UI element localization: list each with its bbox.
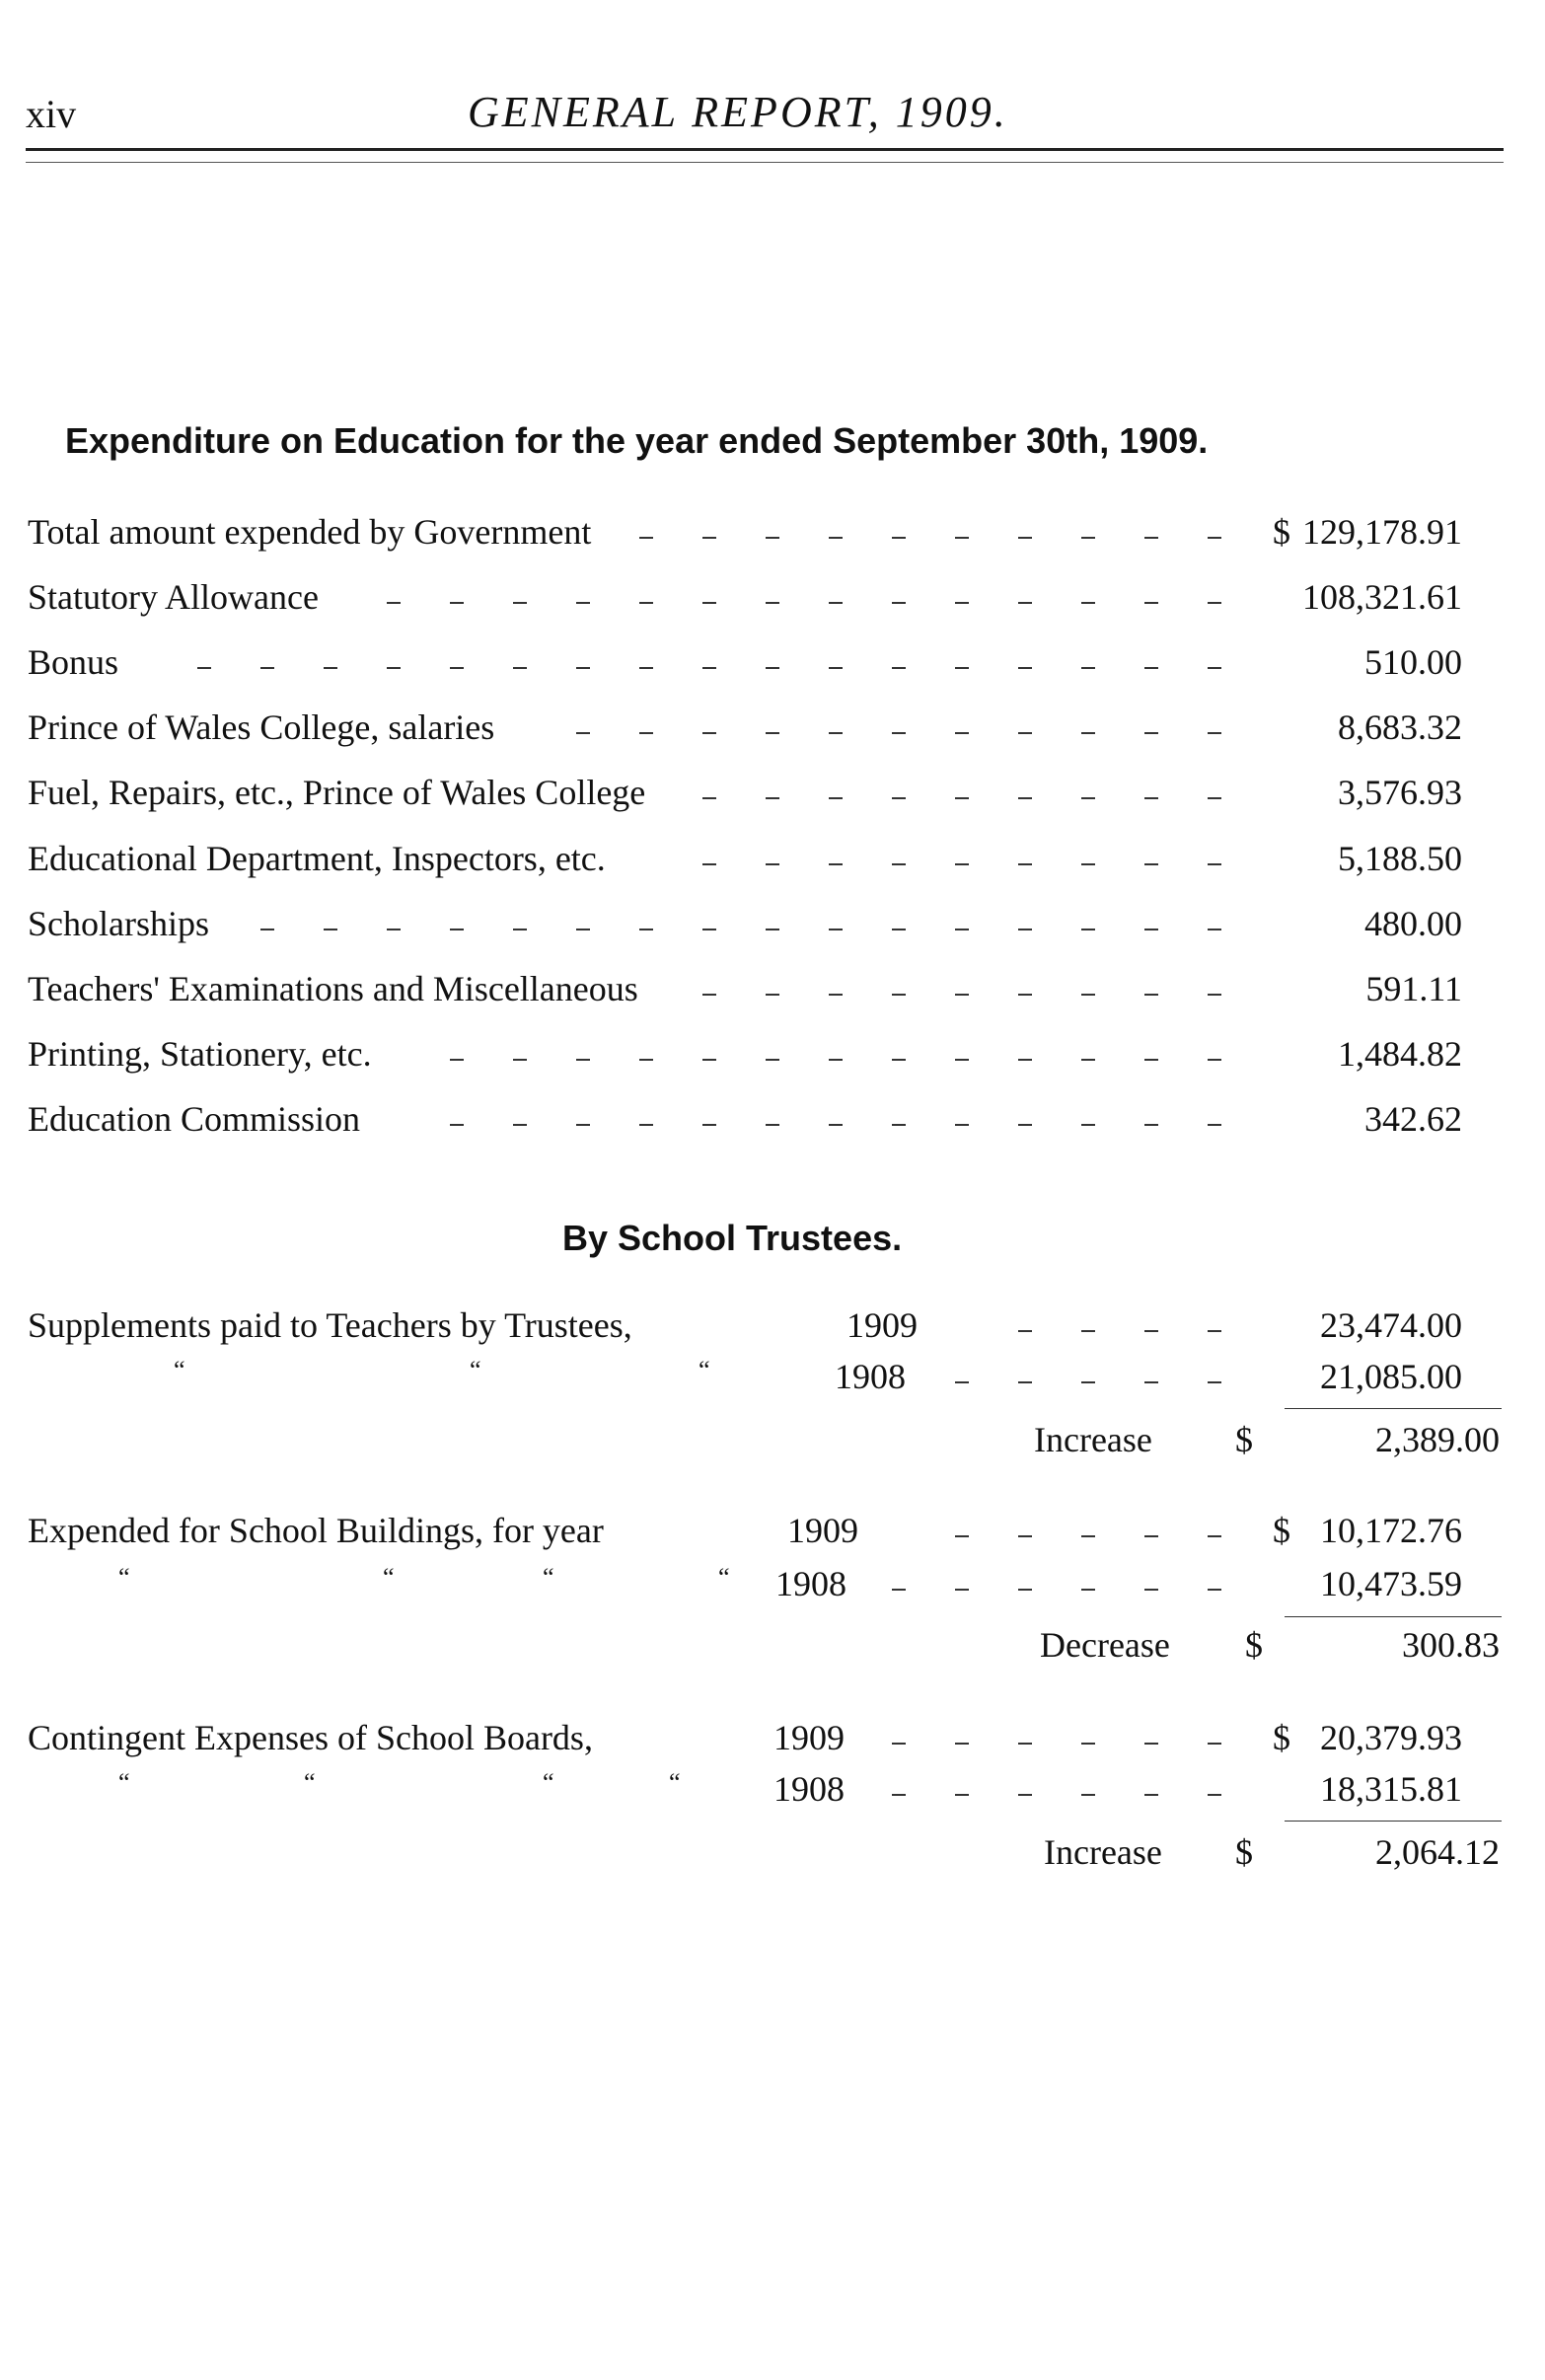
leader-dash	[1018, 537, 1032, 539]
dollar-sign: $	[1235, 1420, 1253, 1459]
leader-dash	[1018, 1330, 1032, 1332]
leader-dash	[1018, 1794, 1032, 1796]
leader-dash	[955, 1535, 969, 1537]
leader-dash	[955, 1794, 969, 1796]
leader-dash	[1081, 602, 1095, 604]
row-label: Teachers' Examinations and Miscellaneous	[28, 969, 638, 1008]
leader-dash	[1208, 1743, 1221, 1745]
leader-dash	[955, 1124, 969, 1126]
leader-dash	[1144, 994, 1158, 996]
leader-dash	[829, 994, 843, 996]
leader-dash	[576, 929, 590, 930]
leader-dash	[1081, 1535, 1095, 1537]
sum-rule	[1285, 1408, 1502, 1409]
leader-dash	[450, 1124, 464, 1126]
ditto-mark: “	[718, 1563, 730, 1592]
leader-dash	[1144, 1589, 1158, 1591]
row-label: Fuel, Repairs, etc., Prince of Wales College	[28, 773, 646, 812]
leader-dash	[513, 929, 527, 930]
leader-dash	[1144, 1381, 1158, 1383]
leader-dash	[1081, 1381, 1095, 1383]
row-amount: 3,576.93	[1338, 773, 1462, 812]
section-title-expenditure: Expenditure on Education for the year ended September 30th, 1909.	[65, 420, 1209, 461]
group-label: Contingent Expenses of School Boards,	[28, 1718, 593, 1757]
leader-dash	[892, 732, 906, 734]
leader-dash	[1081, 1794, 1095, 1796]
leader-dash	[892, 537, 906, 539]
leader-dash	[829, 537, 843, 539]
leader-dash	[892, 602, 906, 604]
leader-dash	[639, 1124, 653, 1126]
ditto-mark: “	[383, 1563, 395, 1592]
increase-label: Increase	[1044, 1832, 1162, 1872]
leader-dash	[576, 602, 590, 604]
row-label: Educational Department, Inspectors, etc.	[28, 839, 606, 878]
ditto-mark: “	[174, 1356, 185, 1384]
leader-dash	[766, 797, 779, 799]
leader-dash	[1018, 1589, 1032, 1591]
leader-dash	[387, 929, 401, 930]
leader-dash	[1018, 797, 1032, 799]
group-row-1908	[28, 1768, 1508, 1818]
ditto-mark: “	[543, 1563, 554, 1592]
table-row	[28, 576, 1508, 626]
leader-dash	[1208, 994, 1221, 996]
decrease-label: Decrease	[1040, 1625, 1170, 1665]
leader-dash	[1018, 1743, 1032, 1745]
leader-dash	[829, 667, 843, 669]
leader-dash	[639, 1059, 653, 1061]
leader-dash	[1144, 1124, 1158, 1126]
leader-dash	[1208, 1794, 1221, 1796]
leader-dash	[324, 667, 337, 669]
leader-dash	[702, 863, 716, 865]
leader-dash	[1144, 929, 1158, 930]
row-amount: 1,484.82	[1338, 1034, 1462, 1074]
leader-dash	[1144, 1330, 1158, 1332]
ditto-mark: “	[304, 1768, 316, 1797]
leader-dash	[260, 929, 274, 930]
leader-dash	[1081, 929, 1095, 930]
amount-1908: 10,473.59	[1320, 1564, 1462, 1603]
leader-dash	[892, 1589, 906, 1591]
group-row-1909	[28, 1717, 1508, 1766]
leader-dash	[766, 994, 779, 996]
leader-dash	[766, 863, 779, 865]
leader-dash	[702, 667, 716, 669]
leader-dash	[1208, 667, 1221, 669]
leader-dash	[513, 602, 527, 604]
leader-dash	[1018, 1124, 1032, 1126]
leader-dash	[1208, 1059, 1221, 1061]
leader-dash	[1081, 1330, 1095, 1332]
leader-dash	[955, 667, 969, 669]
table-row	[28, 511, 1508, 560]
leader-dash	[829, 1124, 843, 1126]
section-title-trustees: By School Trustees.	[562, 1218, 903, 1258]
dollar-sign: $	[1245, 1625, 1263, 1665]
leader-dash	[955, 797, 969, 799]
leader-dash	[1144, 797, 1158, 799]
leader-dash	[639, 602, 653, 604]
leader-dash	[1018, 1535, 1032, 1537]
year-1908: 1908	[773, 1769, 845, 1809]
leader-dash	[892, 994, 906, 996]
leader-dash	[639, 537, 653, 539]
leader-dash	[1081, 994, 1095, 996]
year-1908: 1908	[775, 1564, 846, 1603]
leader-dash	[1144, 863, 1158, 865]
leader-dash	[766, 602, 779, 604]
leader-dash	[639, 732, 653, 734]
leader-dash	[1081, 1589, 1095, 1591]
leader-dash	[1208, 1535, 1221, 1537]
leader-dash	[1081, 863, 1095, 865]
amount-1908: 18,315.81	[1320, 1769, 1462, 1809]
leader-dash	[450, 667, 464, 669]
increase-amount: 2,389.00	[1375, 1420, 1500, 1459]
sum-rule	[1285, 1616, 1502, 1617]
leader-dash	[892, 797, 906, 799]
leader-dash	[639, 929, 653, 930]
leader-dash	[1144, 1794, 1158, 1796]
leader-dash	[1208, 1124, 1221, 1126]
leader-dash	[1208, 1589, 1221, 1591]
ditto-mark: “	[118, 1563, 130, 1592]
leader-dash	[1144, 1059, 1158, 1061]
dollar-sign: $	[1273, 512, 1290, 552]
year-1908: 1908	[835, 1357, 906, 1396]
leader-dash	[576, 1124, 590, 1126]
leader-dash	[387, 602, 401, 604]
leader-dash	[387, 667, 401, 669]
leader-dash	[1018, 863, 1032, 865]
leader-dash	[1208, 602, 1221, 604]
ditto-mark: “	[669, 1768, 681, 1797]
leader-dash	[955, 1059, 969, 1061]
group-label: Expended for School Buildings, for year	[28, 1511, 604, 1550]
leader-dash	[1081, 797, 1095, 799]
leader-dash	[1081, 1124, 1095, 1126]
leader-dash	[576, 1059, 590, 1061]
leader-dash	[1018, 602, 1032, 604]
row-amount: 342.62	[1364, 1099, 1462, 1139]
row-label: Bonus	[28, 642, 119, 682]
leader-dash	[639, 667, 653, 669]
increase-label: Increase	[1034, 1420, 1152, 1459]
leader-dash	[766, 732, 779, 734]
leader-dash	[892, 1794, 906, 1796]
table-row	[28, 1098, 1508, 1148]
row-label: Scholarships	[28, 904, 209, 943]
row-label: Printing, Stationery, etc.	[28, 1034, 372, 1074]
header-rule-thin	[26, 162, 1504, 163]
row-label: Total amount expended by Government	[28, 512, 592, 552]
leader-dash	[955, 1743, 969, 1745]
leader-dash	[324, 929, 337, 930]
leader-dash	[955, 863, 969, 865]
leader-dash	[702, 537, 716, 539]
leader-dash	[1144, 667, 1158, 669]
leader-dash	[1144, 602, 1158, 604]
leader-dash	[702, 929, 716, 930]
table-row	[28, 968, 1508, 1017]
leader-dash	[1144, 732, 1158, 734]
increase-amount: 2,064.12	[1375, 1832, 1500, 1872]
leader-dash	[1018, 994, 1032, 996]
amount-1909: 20,379.93	[1320, 1718, 1462, 1757]
leader-dash	[766, 1124, 779, 1126]
leader-dash	[829, 732, 843, 734]
table-row	[28, 838, 1508, 887]
row-amount: 510.00	[1364, 642, 1462, 682]
leader-dash	[513, 1059, 527, 1061]
year-1909: 1909	[846, 1305, 918, 1345]
table-row	[28, 903, 1508, 952]
leader-dash	[1018, 929, 1032, 930]
leader-dash	[1081, 667, 1095, 669]
leader-dash	[892, 1059, 906, 1061]
leader-dash	[1144, 1535, 1158, 1537]
leader-dash	[1081, 537, 1095, 539]
leader-dash	[702, 602, 716, 604]
leader-dash	[576, 732, 590, 734]
leader-dash	[955, 732, 969, 734]
leader-dash	[702, 994, 716, 996]
leader-dash	[1081, 1743, 1095, 1745]
leader-dash	[1208, 929, 1221, 930]
table-row	[28, 641, 1508, 691]
leader-dash	[1208, 537, 1221, 539]
leader-dash	[1208, 797, 1221, 799]
leader-dash	[892, 667, 906, 669]
leader-dash	[260, 667, 274, 669]
leader-dash	[1018, 1059, 1032, 1061]
leader-dash	[955, 1589, 969, 1591]
leader-dash	[702, 732, 716, 734]
decrease-amount: 300.83	[1402, 1625, 1500, 1665]
leader-dash	[766, 667, 779, 669]
leader-dash	[955, 994, 969, 996]
leader-dash	[1018, 732, 1032, 734]
leader-dash	[450, 1059, 464, 1061]
row-amount: 108,321.61	[1302, 577, 1462, 617]
leader-dash	[892, 863, 906, 865]
leader-dash	[829, 1059, 843, 1061]
ditto-mark: “	[470, 1356, 481, 1384]
leader-dash	[1208, 863, 1221, 865]
group-row-1909	[28, 1304, 1508, 1354]
leader-dash	[829, 602, 843, 604]
ditto-mark: “	[699, 1356, 710, 1384]
year-1909: 1909	[773, 1718, 845, 1757]
row-amount: 5,188.50	[1338, 839, 1462, 878]
leader-dash	[702, 1059, 716, 1061]
leader-dash	[829, 929, 843, 930]
dollar-sign: $	[1273, 1511, 1290, 1550]
leader-dash	[892, 1743, 906, 1745]
leader-dash	[1144, 537, 1158, 539]
leader-dash	[1081, 732, 1095, 734]
row-label: Prince of Wales College, salaries	[28, 707, 495, 747]
leader-dash	[1018, 1381, 1032, 1383]
leader-dash	[513, 667, 527, 669]
header-rule-thick	[26, 148, 1504, 151]
group-row-1908	[28, 1563, 1508, 1612]
leader-dash	[702, 797, 716, 799]
leader-dash	[450, 602, 464, 604]
page-number: xiv	[26, 92, 77, 136]
row-label: Education Commission	[28, 1099, 360, 1139]
leader-dash	[1208, 1381, 1221, 1383]
leader-dash	[955, 1381, 969, 1383]
leader-dash	[702, 1124, 716, 1126]
running-title: GENERAL REPORT, 1909.	[468, 88, 1008, 136]
leader-dash	[955, 537, 969, 539]
leader-dash	[766, 1059, 779, 1061]
leader-dash	[1144, 1743, 1158, 1745]
table-row	[28, 772, 1508, 821]
leader-dash	[1208, 732, 1221, 734]
leader-dash	[892, 929, 906, 930]
amount-1909: 10,172.76	[1320, 1511, 1462, 1550]
row-amount: 591.11	[1365, 969, 1462, 1008]
dollar-sign: $	[1235, 1832, 1253, 1872]
group-row-1908	[28, 1356, 1508, 1405]
leader-dash	[450, 929, 464, 930]
sum-rule	[1285, 1821, 1502, 1822]
row-label: Statutory Allowance	[28, 577, 319, 617]
year-1909: 1909	[787, 1511, 858, 1550]
group-row-1909	[28, 1510, 1508, 1559]
table-row	[28, 707, 1508, 756]
leader-dash	[955, 929, 969, 930]
leader-dash	[1081, 1059, 1095, 1061]
leader-dash	[955, 602, 969, 604]
leader-dash	[766, 929, 779, 930]
amount-1909: 23,474.00	[1320, 1305, 1462, 1345]
row-amount: 129,178.91	[1302, 512, 1462, 552]
table-row	[28, 1033, 1508, 1082]
leader-dash	[197, 667, 211, 669]
group-label: Supplements paid to Teachers by Trustees,	[28, 1305, 632, 1345]
ditto-mark: “	[118, 1768, 130, 1797]
amount-1908: 21,085.00	[1320, 1357, 1462, 1396]
leader-dash	[1208, 1330, 1221, 1332]
leader-dash	[829, 797, 843, 799]
leader-dash	[513, 1124, 527, 1126]
dollar-sign: $	[1273, 1718, 1290, 1757]
leader-dash	[892, 1124, 906, 1126]
leader-dash	[1018, 667, 1032, 669]
leader-dash	[766, 537, 779, 539]
leader-dash	[829, 863, 843, 865]
ditto-mark: “	[543, 1768, 554, 1797]
leader-dash	[576, 667, 590, 669]
row-amount: 480.00	[1364, 904, 1462, 943]
row-amount: 8,683.32	[1338, 707, 1462, 747]
